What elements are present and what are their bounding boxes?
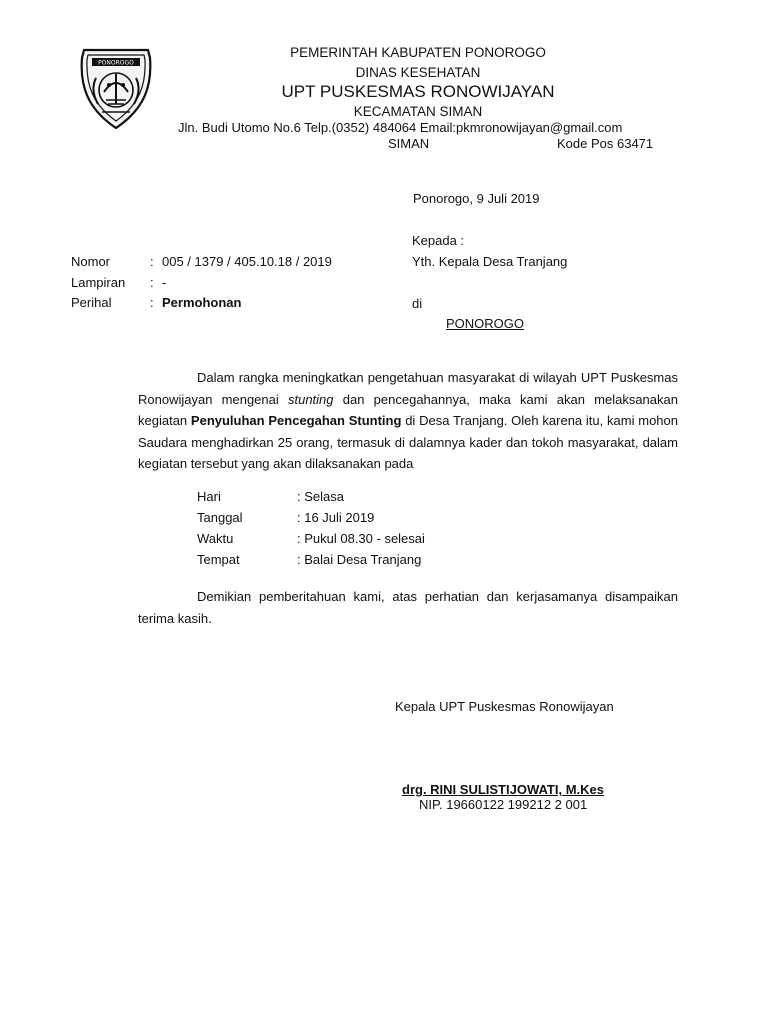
perihal-colon: : [150,295,154,310]
nomor-value: 005 / 1379 / 405.10.18 / 2019 [162,254,332,269]
p1-part-c: di Desa Tranjang. Oleh karena itu, kami mohon Saudara menghadirkan 25 orang, termasuk di dalamnya kader dan tokoh masyarakat, dalam kegiatan tersebut yang akan dilaksanakan pada [138,413,678,471]
perihal-value: Permohonan [162,295,242,310]
signature-nip: NIP. 19660122 199212 2 001 [419,797,588,812]
body-paragraph-2 [138,586,678,629]
p1-part-b: dan pencegahannya, maka kami akan melaksanakan kegiatan [138,391,678,428]
letterhead-postal: Kode Pos 63471 [557,136,654,151]
letterhead-district: KECAMATAN SIMAN [353,104,483,119]
lampiran-colon: : [150,275,154,290]
recipient-place: PONOROGO [446,316,525,331]
detail-hari-value: : Selasa [297,489,344,504]
detail-waktu-value: : Pukul 08.30 - selesai [297,531,425,546]
letterhead-department: DINAS KESEHATAN [355,65,481,80]
letterhead-government: PEMERINTAH KABUPATEN PONOROGO [290,45,546,60]
body-paragraph-1 [138,367,678,475]
detail-tanggal-value: : 16 Juli 2019 [297,510,375,525]
detail-tempat-value: : Balai Desa Tranjang [297,552,422,567]
p2-text: Demikian pemberitahuan kami, atas perhatian dan kerjasamanya disampaikan terima kasih. [138,589,678,626]
detail-tempat-label: Tempat [197,552,240,567]
letterhead-address: Jln. Budi Utomo No.6 Telp.(0352) 484064 Email:pkmronowijayan@gmail.com [178,120,623,135]
detail-hari-label: Hari [197,489,221,504]
detail-tanggal-label: Tanggal [197,510,243,525]
lampiran-label: Lampiran [71,275,126,290]
nomor-colon: : [150,254,154,269]
logo-text: PONOROGO [98,59,134,67]
nomor-label: Nomor [71,254,111,269]
lampiran-value: - [162,275,167,290]
signature-name: drg. RINI SULISTIJOWATI, M.Kes [402,782,604,797]
recipient-kepada: Kepada : [412,233,465,248]
p1-stunting: stunting [287,391,334,407]
recipient-name: Yth. Kepala Desa Tranjang [412,254,568,269]
signature-title: Kepala UPT Puskesmas Ronowijayan [395,699,614,714]
letterhead-institution: UPT PUSKESMAS RONOWIJAYAN [281,82,555,101]
p1-part-a: Dalam rangka meningkatkan pengetahuan masyarakat di wilayah UPT Puskesmas Ronowijayan mengenai [138,370,678,407]
perihal-label: Perihal [71,295,112,310]
p1-activity: Penyuluhan Pencegahan Stunting [190,413,402,428]
letterhead-city: SIMAN [388,136,430,151]
detail-waktu-label: Waktu [197,531,234,546]
recipient-di: di [412,296,423,311]
letter-date: Ponorogo, 9 Juli 2019 [413,191,540,206]
